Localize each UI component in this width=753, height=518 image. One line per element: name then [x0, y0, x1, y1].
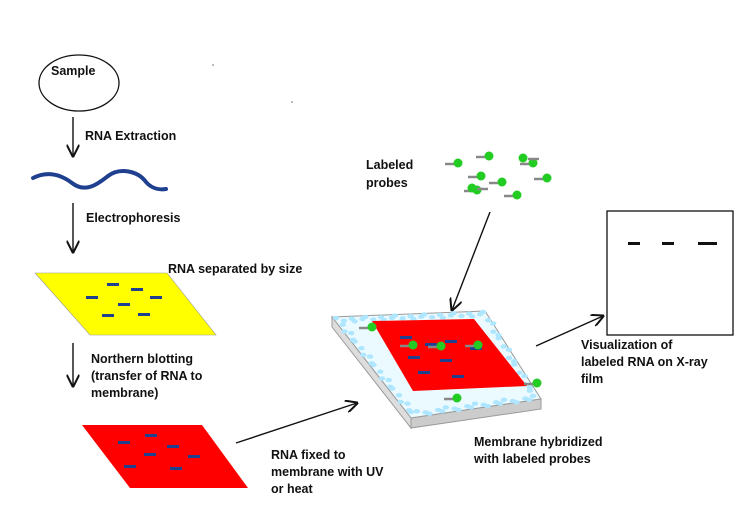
solution-droplet: [527, 389, 533, 393]
solution-droplet: [367, 354, 373, 358]
rna-extraction-label: RNA Extraction: [85, 129, 177, 143]
visual-line-1: Visualization of: [581, 338, 673, 352]
northern-line-1: Northern blotting: [91, 352, 194, 366]
labeled-probes-cluster: [445, 152, 552, 200]
solution-droplet: [458, 314, 464, 318]
probes-line-2: probes: [366, 176, 408, 190]
electrophoresis-label: Electrophoresis: [86, 211, 181, 225]
labeled-probe-icon: [445, 159, 463, 168]
fixed-line-1: RNA fixed to: [271, 448, 346, 462]
hybridized-line-1: Membrane hybridized: [474, 435, 603, 449]
solution-droplet: [451, 406, 457, 410]
arrow-icon: [236, 403, 357, 443]
solution-droplet: [341, 329, 347, 333]
solution-droplet: [396, 393, 402, 397]
solution-droplet: [469, 314, 475, 318]
fixed-line-3: or heat: [271, 482, 313, 496]
solution-droplet: [351, 319, 357, 323]
visual-line-3: film: [581, 372, 604, 386]
northern-line-3: membrane): [91, 386, 159, 400]
solution-droplet: [333, 316, 339, 320]
labeled-probe-icon: [504, 191, 522, 200]
solution-droplet: [358, 346, 364, 350]
labeled-probe-icon: [476, 152, 494, 161]
labeled-probe-icon: [489, 178, 507, 187]
rna-strand-icon: [33, 171, 166, 189]
solution-droplet: [506, 348, 512, 352]
arrow-icon: [452, 212, 490, 310]
solution-droplet: [362, 315, 368, 319]
solution-droplet: [377, 370, 383, 374]
labeled-probe-icon: [534, 174, 552, 183]
solution-droplet: [398, 400, 404, 404]
solution-droplet: [490, 321, 496, 325]
solution-droplet: [510, 399, 516, 403]
solution-droplet: [348, 331, 354, 335]
solution-droplet: [340, 323, 346, 327]
solution-droplet: [414, 409, 420, 413]
fixed-line-2: membrane with UV: [271, 465, 384, 479]
solution-droplet: [511, 362, 517, 366]
solution-droplet: [386, 378, 392, 382]
solution-droplet: [404, 401, 410, 405]
solution-droplet: [521, 374, 527, 378]
solution-droplet: [350, 338, 356, 342]
solution-droplet: [472, 401, 478, 405]
solution-droplet: [422, 410, 428, 414]
solution-droplet: [530, 394, 536, 398]
hybridization-tray: [332, 310, 542, 428]
speck: [212, 64, 214, 66]
solution-droplet: [464, 404, 470, 408]
solution-droplet: [387, 385, 393, 389]
solution-droplet: [369, 361, 375, 365]
solution-droplet: [392, 313, 398, 317]
probes-line-1: Labeled: [366, 158, 414, 172]
solution-droplet: [440, 315, 446, 319]
solution-droplet: [341, 319, 347, 323]
rna-separated-label: RNA separated by size: [168, 262, 303, 276]
hybridized-line-2: with labeled probes: [474, 452, 591, 466]
solution-droplet: [360, 353, 366, 357]
solution-droplet: [379, 376, 385, 380]
solution-droplet: [490, 330, 496, 334]
visual-line-2: labeled RNA on X-ray: [581, 355, 708, 369]
northern-line-2: (transfer of RNA to: [91, 369, 203, 383]
xray-film: [607, 211, 733, 335]
solution-droplet: [450, 311, 456, 315]
solution-droplet: [485, 318, 491, 322]
solution-droplet: [495, 336, 501, 340]
membrane-sheet: [82, 425, 248, 488]
solution-droplet: [421, 312, 427, 316]
solution-droplet: [443, 405, 449, 409]
solution-droplet: [506, 356, 512, 360]
solution-droplet: [522, 396, 528, 400]
solution-droplet: [429, 315, 435, 319]
solution-droplet: [399, 316, 405, 320]
solution-droplet: [435, 408, 441, 412]
solution-droplet: [501, 344, 507, 348]
sample-label: Sample: [51, 64, 96, 78]
labeled-probe-icon: [468, 172, 486, 181]
solution-droplet: [480, 310, 486, 314]
speck: [291, 101, 293, 103]
solution-droplet: [501, 398, 507, 402]
solution-droplet: [406, 408, 412, 412]
solution-droplet: [481, 403, 487, 407]
solution-droplet: [493, 400, 499, 404]
